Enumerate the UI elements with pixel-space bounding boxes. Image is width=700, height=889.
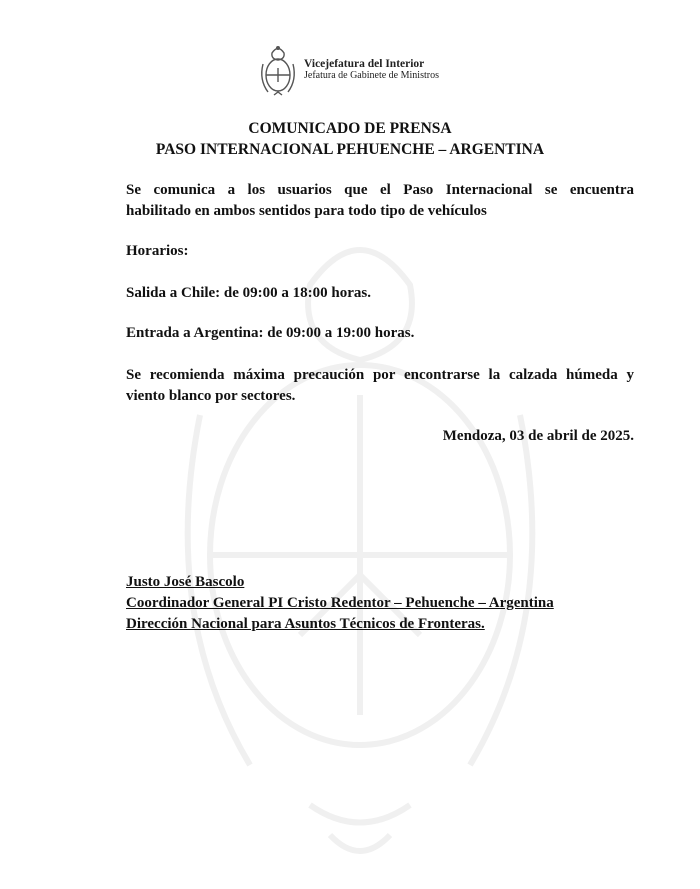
date-line: Mendoza, 03 de abril de 2025.	[442, 428, 634, 444]
org-subtitle: Jefatura de Gabinete de Ministros	[304, 70, 439, 81]
signer-office: Dirección Nacional para Asuntos Técnicos de Fronteras.	[126, 616, 485, 632]
coat-of-arms-icon	[258, 40, 298, 100]
letterhead-text	[304, 58, 439, 82]
title-line-2: PASO INTERNACIONAL PEHUENCHE – ARGENTINA	[155, 141, 545, 158]
letterhead	[258, 40, 439, 100]
document-title	[0, 118, 700, 160]
org-name: Vicejefatura del Interior	[304, 58, 425, 70]
horarios-label: Horarios:	[126, 243, 189, 259]
intro-line-2: habilitado en ambos sentidos para todo tipo de vehículos	[126, 203, 487, 219]
title-line-1: COMUNICADO DE PRENSA	[248, 120, 452, 137]
salida-schedule: Salida a Chile: de 09:00 a 18:00 horas.	[126, 285, 372, 301]
signature-block	[126, 572, 554, 635]
recommendation-paragraph	[126, 365, 634, 407]
intro-line-1: Se comunica a los usuarios que el Paso Internacional se encuentra	[126, 182, 634, 198]
entrada-schedule: Entrada a Argentina: de 09:00 a 19:00 horas.	[126, 325, 415, 341]
intro-paragraph	[126, 180, 634, 222]
recommendation-line-1: Se recomienda máxima precaución por encontrarse la calzada húmeda y	[126, 367, 634, 383]
signer-position: Coordinador General PI Cristo Redentor – Pehuenche – Argentina	[126, 595, 554, 611]
signer-name: Justo José Bascolo	[126, 574, 245, 590]
recommendation-line-2: viento blanco por sectores.	[126, 388, 296, 404]
